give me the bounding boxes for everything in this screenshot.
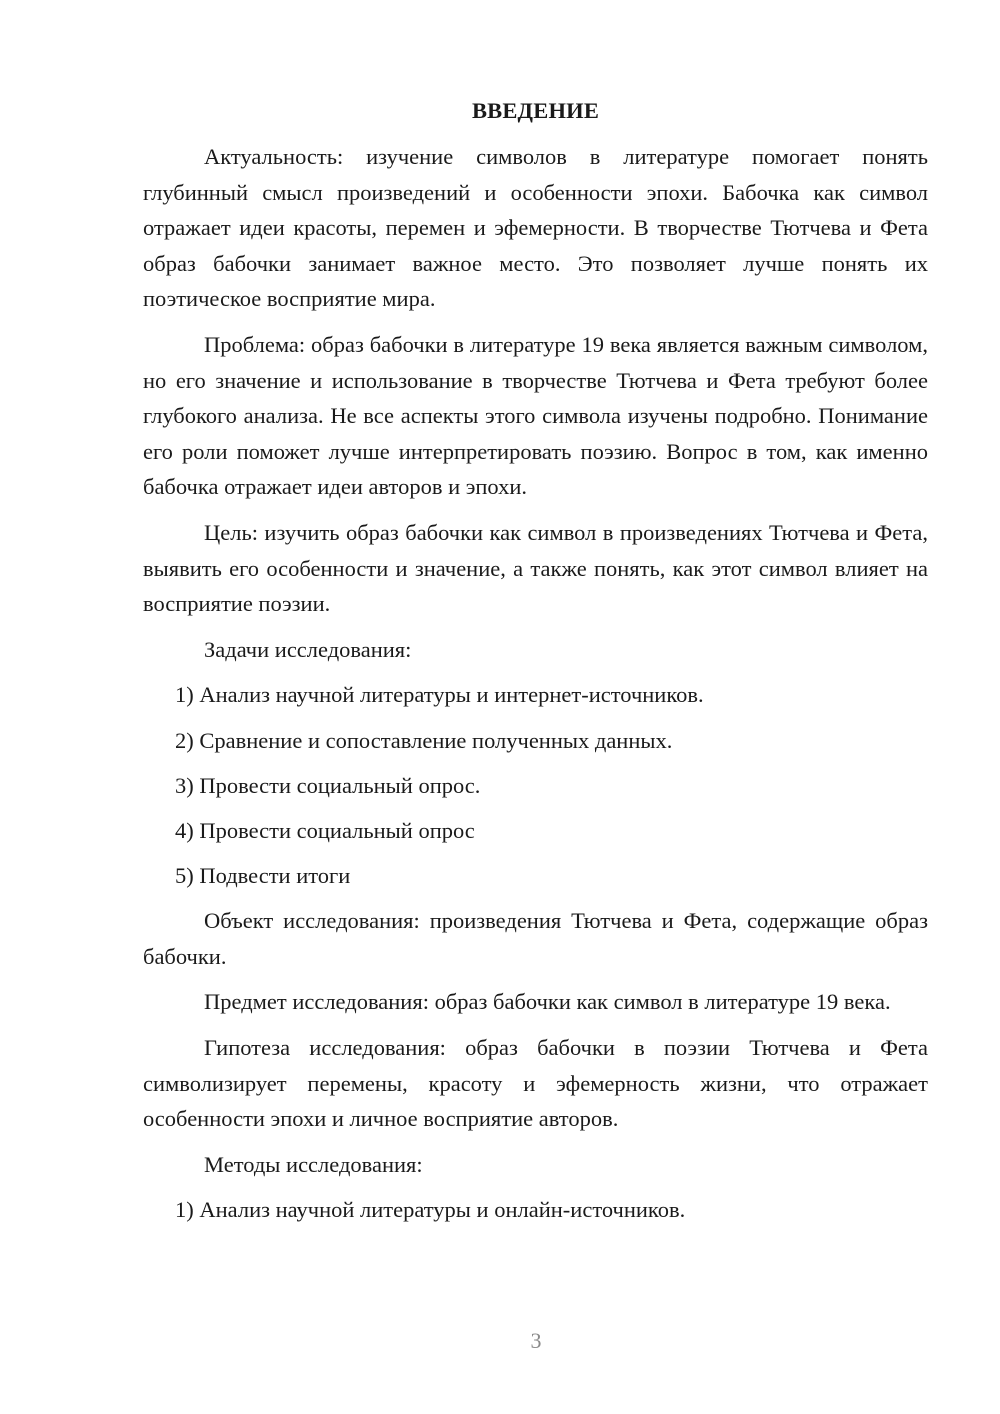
page-number: 3 (530, 1328, 542, 1353)
section-heading: ВВЕДЕНИЕ (471, 98, 600, 123)
hypothesis-paragraph: Гипотеза исследования: образ бабочки в поэзии Тютчева и Фета символизирует перемены, красоту и эфемерность жизни, что отражает особенности эпохи и личное восприятие авторов. (143, 1035, 928, 1132)
tasks-heading: Задачи исследования: (204, 636, 412, 662)
subject-paragraph: Предмет исследования: образ бабочки как символ в литературе 19 века. (204, 989, 891, 1015)
task-item-5: 5) Подвести итоги (175, 863, 351, 889)
problem-paragraph: Проблема: образ бабочки в литературе 19 века является важным символом, но его значение и использование в творчестве Тютчева и Фета требуют более глубокого анализа. Не все аспекты этого символа изучены подробно. Понимание его роли поможет лучше интерпретировать поэзию. Вопрос в том, как именно бабочка отражает идеи авторов и эпохи. (143, 331, 928, 500)
page-content (143, 96, 928, 1238)
relevance-paragraph: Актуальность: изучение символов в литературе помогает понять глубинный смысл произведений и особенности эпохи. Бабочка как символ отражает идеи красоты, перемен и эфемерности. В творчестве Тютчева и Фета образ бабочки занимает важное место. Это позволяет лучше понять их поэтическое восприятие мира. (143, 144, 928, 312)
goal-paragraph: Цель: изучить образ бабочки как символ в произведениях Тютчева и Фета, выявить его особенности и значение, а также понять, как этот символ влияет на восприятие поэзии. (143, 519, 928, 617)
task-item-4: 4) Провести социальный опрос (175, 817, 475, 843)
methods-heading: Методы исследования: (204, 1151, 423, 1177)
task-item-3: 3) Провести социальный опрос. (175, 772, 481, 798)
method-item-1: 1) Анализ научной литературы и онлайн-источников. (175, 1197, 686, 1223)
task-item-1: 1) Анализ научной литературы и интернет-источников. (175, 682, 704, 708)
object-paragraph: Объект исследования: произведения Тютчева и Фета, содержащие образ бабочки. (143, 908, 928, 969)
task-item-2: 2) Сравнение и сопоставление полученных данных. (175, 727, 673, 753)
